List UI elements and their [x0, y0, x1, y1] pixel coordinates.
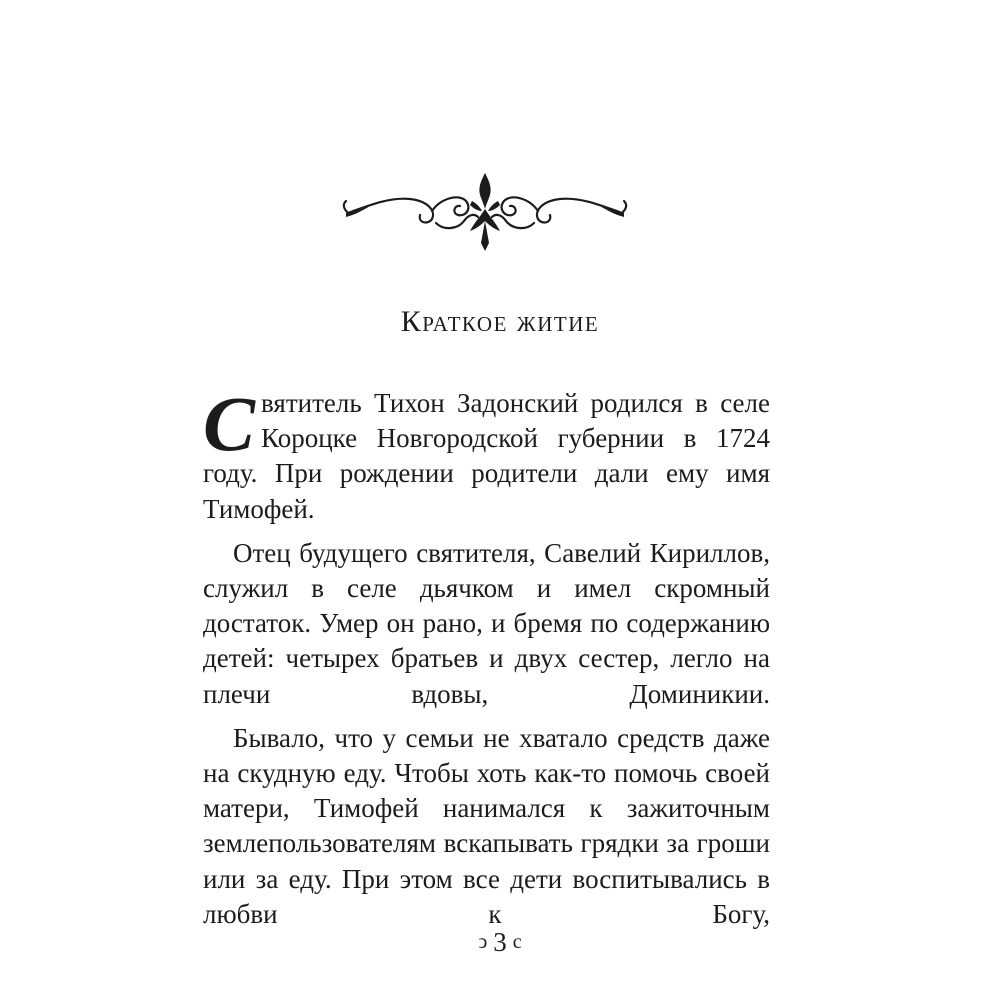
paragraph-3	[203, 721, 770, 932]
paragraph-2	[203, 536, 770, 712]
paragraph-1	[203, 380, 770, 527]
page-number: 3	[493, 927, 507, 957]
left-flourish-icon: ↄ	[478, 931, 488, 953]
paragraph-2-text: Отец будущего святителя, Савелий Кириллов, служил в селе дьячком и имел скромный достаток. Умер он рано, и бремя по содержанию детей: четырех братьев и двух сестер, легло на плечи вдовы, Доминикии.	[203, 537, 770, 709]
body-text	[203, 380, 770, 932]
drop-cap: С	[203, 380, 256, 467]
chapter-title: Краткое житие	[400, 305, 600, 338]
right-flourish-icon: c	[512, 931, 522, 953]
paragraph-1-text: вятитель Тихон Задонский родился в селе Короцке Новгородской губернии в 1724 году. При рождении родители дали ему имя Тимофей.	[203, 388, 770, 524]
paragraph-3-text: Бывало, что у семьи не хватало средств даже на скудную еду. Чтобы хоть как-то помочь своей матери, Тимофей нанимался к зажиточным землепользователям вскапывать грядки за гроши или за еду. При этом все дети воспитывались в любви к Богу,	[203, 722, 770, 929]
scroll-flourish-ornament-icon	[340, 165, 630, 255]
page-number-folio	[0, 927, 1000, 957]
